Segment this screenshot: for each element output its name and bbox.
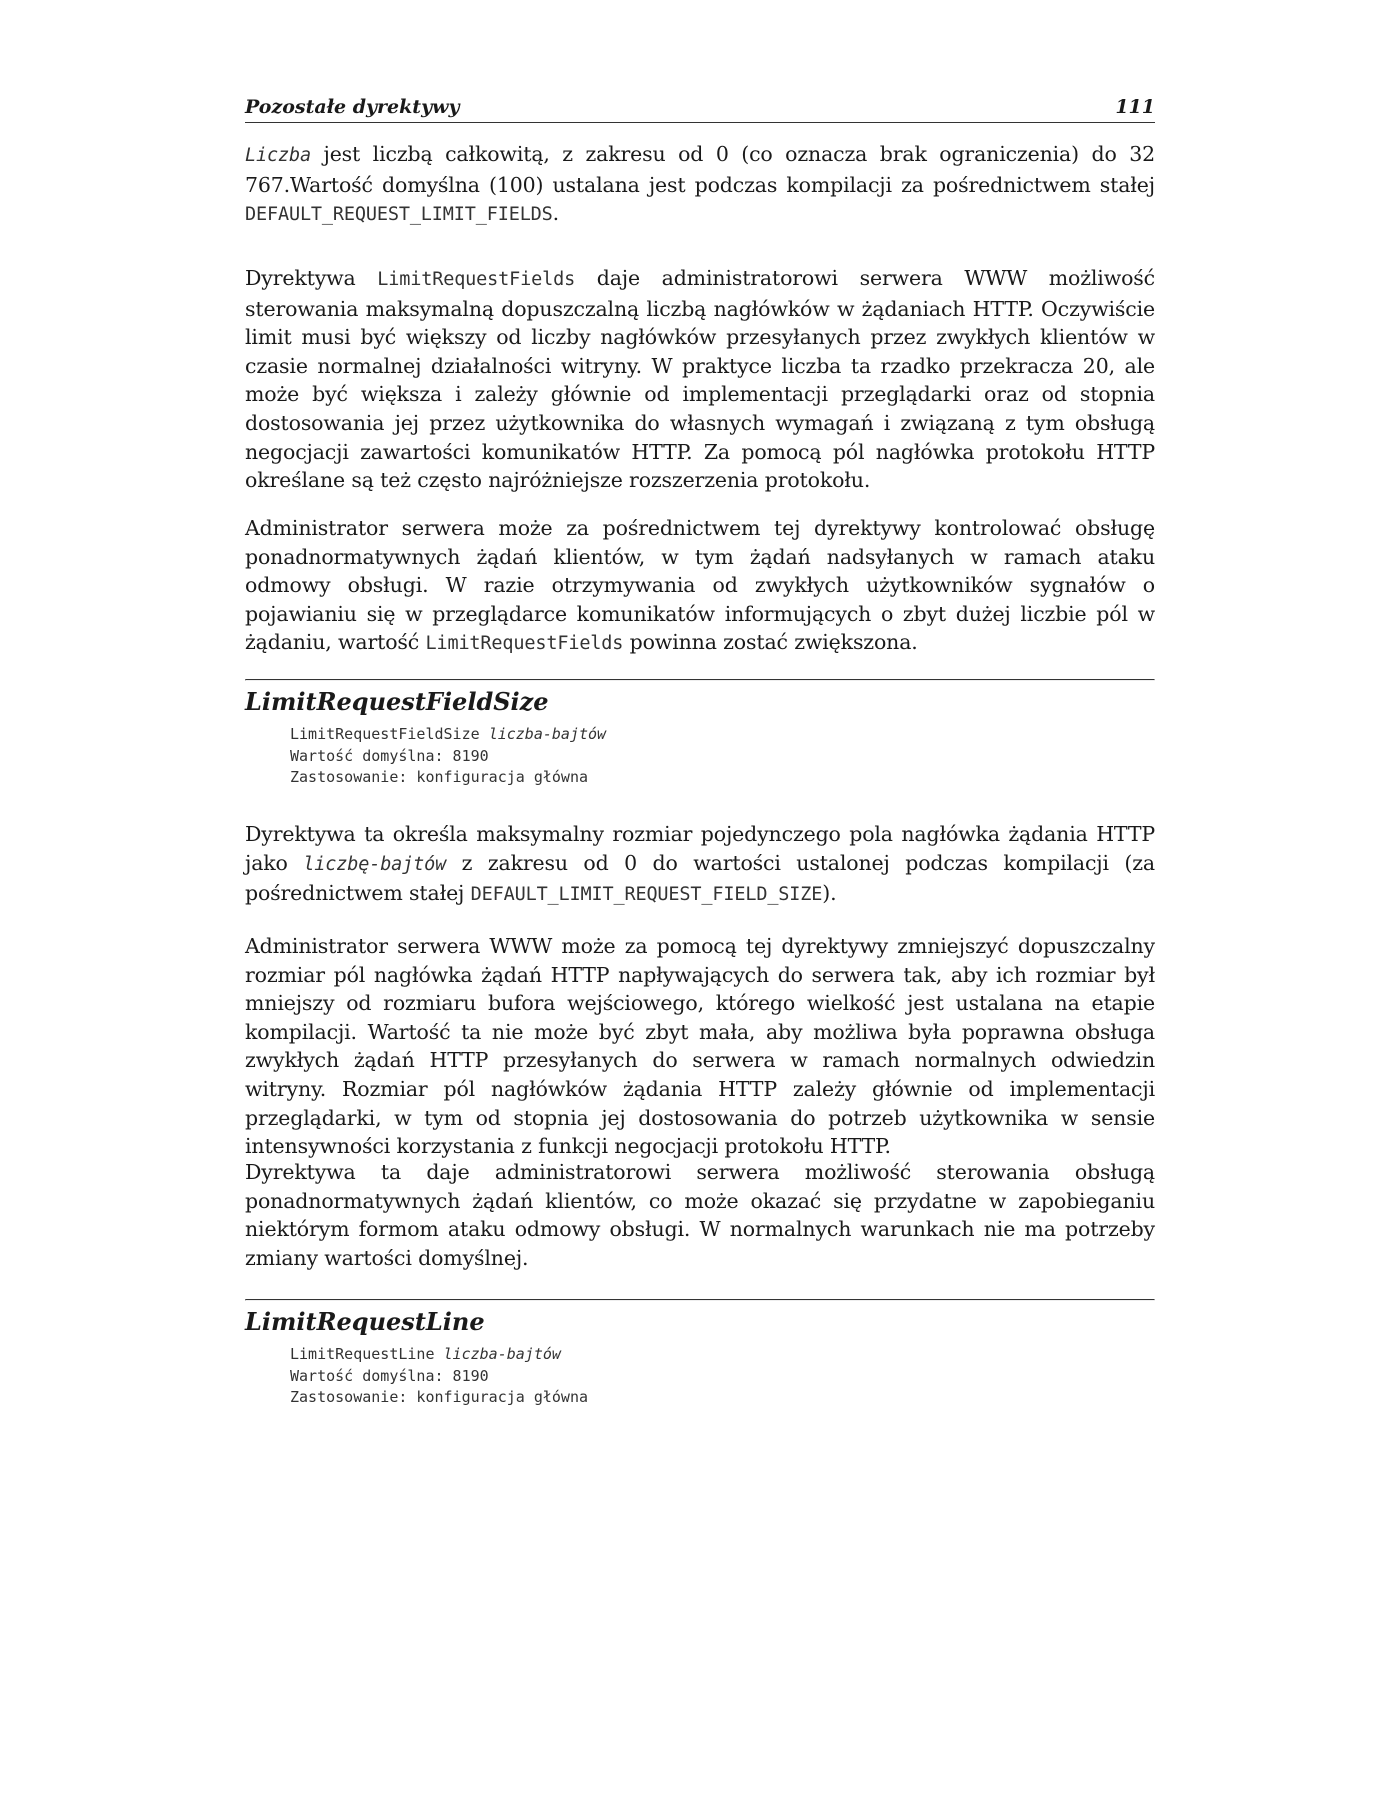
code-limitrequestfields: LimitRequestFields bbox=[425, 633, 624, 655]
syntax-block: LimitRequestLine liczba-bajtów Wartość domyślna: 8190 Zastosowanie: konfiguracja główna bbox=[290, 1345, 589, 1406]
paragraph-5: Administrator serwera WWW może za pomocą tej dyrektywy zmniejszyć dopuszczalny rozmiar pól nagłówka żądań HTTP napływających do serwera tak, aby ich rozmiar był mniejszy od rozmiaru bufora wejściowego, którego wielkość jest ustalana na etapie kompilacji. Wartość ta nie może być zbyt mała, aby możliwa była poprawna obsługa zwykłych żądań HTTP przesyłanych do serwera w ramach normalnych odwiedzin witryny. Rozmiar pól nagłówków żądania HTTP zależy głównie od implementacji przeglądarki, w tym od stopnia jej dostosowania do potrzeb użytkownika w sensie intensywności korzystania z funkcji negocjacji protokołu HTTP. bbox=[245, 934, 1155, 1159]
code-limitrequestfields: LimitRequestFields bbox=[377, 269, 576, 290]
section-title: LimitRequestLine bbox=[245, 1307, 485, 1336]
code-default-request-limit-fields: DEFAULT_REQUEST_LIMIT_FIELDS bbox=[245, 204, 553, 226]
book-page bbox=[245, 96, 1156, 1406]
code-liczbe-bajtow: liczbę-bajtów bbox=[303, 853, 447, 875]
paragraph-6: Dyrektywa ta daje administratorowi serwera możliwość sterowania obsługą ponadnormatywnych żądań klientów, co może okazać się przydatne w zapobieganiu niektórym formom ataku odmowy obsługi. W normalnych warunkach nie ma potrzeby zmiany wartości domyślnej. bbox=[245, 1160, 1155, 1270]
code-liczba: Liczba bbox=[245, 145, 311, 166]
running-head-title: Pozostałe dyrektywy bbox=[245, 96, 460, 118]
paragraph-1: Liczba jest liczbą całkowitą, z zakresu od 0 (co oznacza brak ograniczenia) do 32 767.Wartość domyślna (100) ustalana jest podczas kompilacji za pośrednictwem stałej DEFAULT_REQUEST_LIMIT_FIELDS. bbox=[245, 142, 1155, 226]
code-default-limit-request-field-size: DEFAULT_LIMIT_REQUEST_FIELD_SIZE bbox=[470, 884, 823, 906]
section-divider bbox=[245, 679, 1155, 681]
page-number: 111 bbox=[1115, 96, 1155, 118]
paragraph-2: Dyrektywa LimitRequestFields daje administratorowi serwera WWW możliwość sterowania maksymalną dopuszczalną liczbą nagłówków w żądaniach HTTP. Oczywiście limit musi być większy od liczby nagłówków przesyłanych przez zwykłych klientów w czasie normalnej działalności witryny. W praktyce liczba ta rzadko przekracza 20, ale może być większa i zależy głównie od implementacji przeglądarki oraz od stopnia dostosowania jej przez użytkownika do własnych wymagań i związaną z tym obsługą negocjacji zawartości komunikatów HTTP. Za pomocą pól nagłówka protokołu HTTP określane są też często najróżniejsze rozszerzenia protokołu. bbox=[245, 266, 1156, 493]
paragraph-4: Dyrektywa ta określa maksymalny rozmiar pojedynczego pola nagłówka żądania HTTP jako liczbę-bajtów z zakresu od 0 do wartości ustalonej podczas kompilacji (za pośrednictwem stałej DEFAULT_LIMIT_REQUEST_FIELD_SIZE). bbox=[245, 822, 1156, 906]
section-limitrequestfieldsize bbox=[245, 679, 1155, 789]
section-divider bbox=[245, 1299, 1155, 1301]
section-limitrequestline bbox=[245, 1299, 1155, 1409]
running-head bbox=[245, 96, 1155, 123]
paragraph-3: Administrator serwera może za pośrednictwem tej dyrektywy kontrolować obsługę ponadnormatywnych żądań klientów, w tym żądań nadsyłanych w ramach ataku odmowy obsługi. W razie otrzymywania od zwykłych użytkowników sygnałów o pojawianiu się w przeglądarce komunikatów informujących o zbyt dużej liczbie pól w żądaniu, wartość LimitRequestFields powinna zostać zwiększona. bbox=[245, 516, 1155, 655]
syntax-block: LimitRequestFieldSize liczba-bajtów Wartość domyślna: 8190 Zastosowanie: konfiguracja główna bbox=[290, 725, 607, 786]
section-title: LimitRequestFieldSize bbox=[245, 687, 549, 716]
